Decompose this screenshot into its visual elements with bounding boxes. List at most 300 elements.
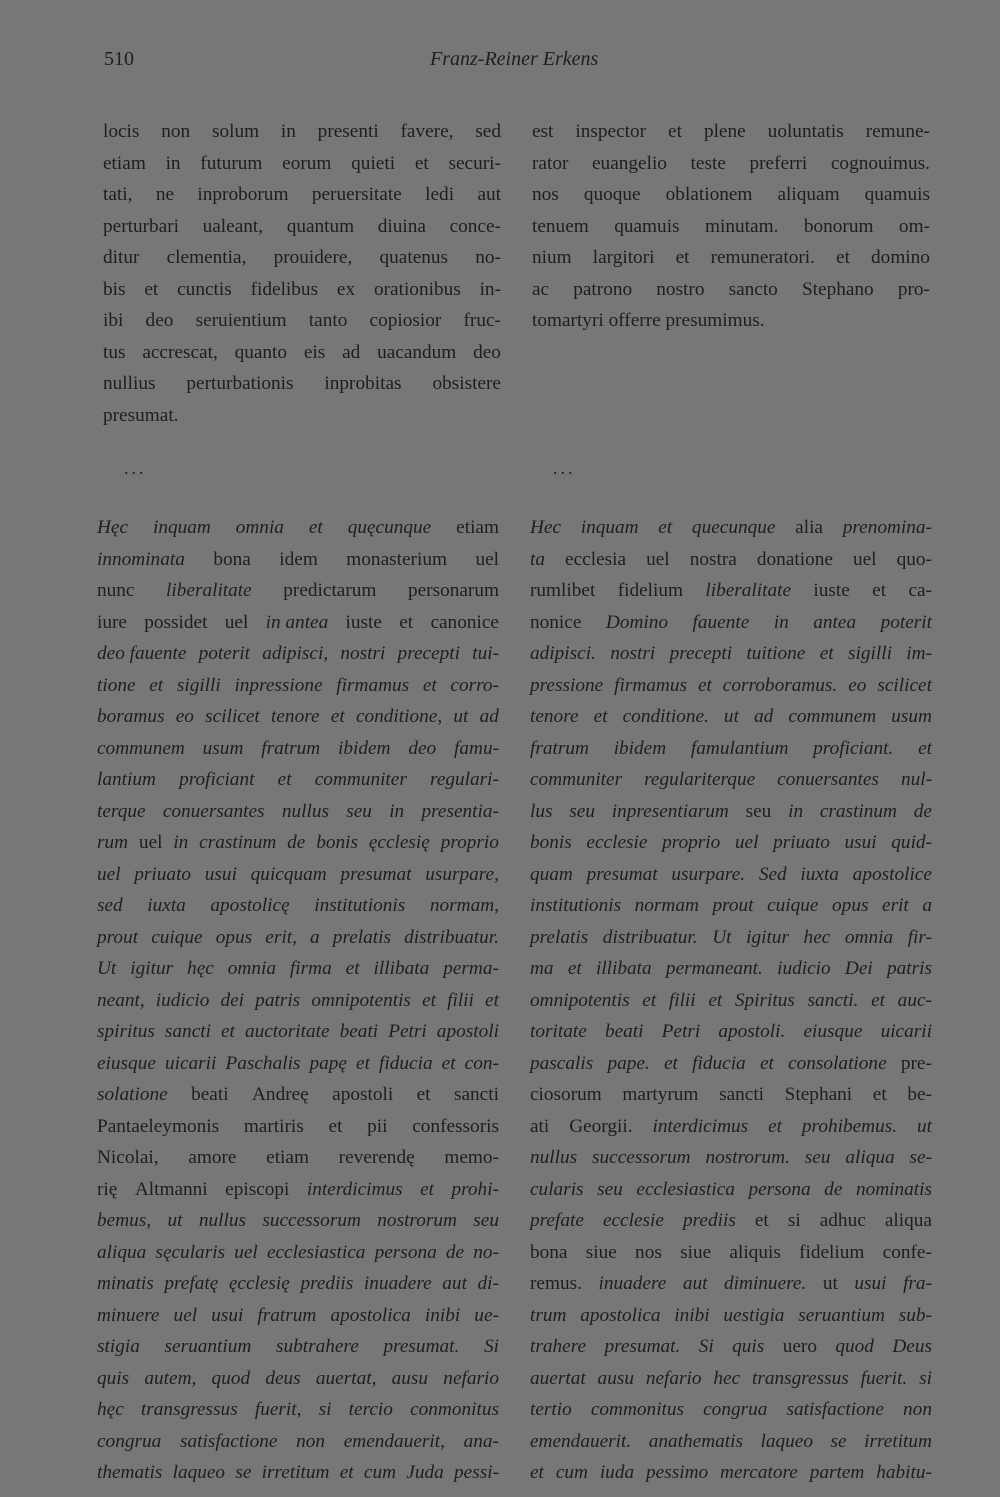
word: et [668, 121, 682, 142]
word: siue [585, 1241, 617, 1263]
word: Altmanni [134, 1178, 208, 1200]
word: si [787, 1210, 801, 1231]
word: Ut [712, 926, 732, 948]
word: fiducia [379, 1052, 433, 1074]
word: cunctis [177, 278, 232, 300]
word: et [399, 611, 414, 633]
word: et [872, 1084, 887, 1105]
word: iuxta [800, 863, 839, 885]
word: terque [97, 800, 146, 822]
word: satisfactione [786, 1399, 884, 1420]
word: Domino [605, 611, 669, 633]
word: nos [635, 1241, 662, 1263]
word: auertat [530, 1367, 586, 1389]
word: illibata [595, 958, 652, 979]
word: de [287, 832, 306, 853]
word: nostrorum. [705, 1147, 790, 1168]
text-line [530, 1331, 932, 1363]
word: sed [97, 895, 123, 916]
word: transgressus [140, 1399, 238, 1420]
word: igitur [130, 958, 174, 979]
word: ana- [463, 1430, 499, 1452]
text-line [530, 1111, 932, 1143]
word: antea [813, 611, 857, 633]
word: iuste [345, 611, 382, 633]
word: de [824, 1178, 843, 1200]
word: uestigia [723, 1304, 785, 1326]
word: nostri [610, 643, 656, 664]
word: alia [795, 517, 823, 538]
word: nullius [103, 373, 156, 394]
word: episcopi [225, 1178, 290, 1200]
word: fuerit, [254, 1399, 302, 1420]
text-line [97, 575, 499, 607]
word: ęcclesię [228, 1273, 290, 1294]
word: et [414, 152, 429, 174]
word: martyrum [622, 1084, 699, 1105]
word: beati [339, 1021, 379, 1042]
word: inquam [152, 517, 211, 538]
text-line [530, 1363, 932, 1395]
word: seu [804, 1147, 831, 1168]
word: Hęc [97, 517, 129, 538]
word: non [296, 1430, 326, 1452]
word: distribuatur. [602, 926, 698, 948]
word: solatione [97, 1084, 168, 1105]
word: prout [712, 895, 754, 916]
word: et [485, 989, 499, 1011]
text-line [532, 148, 930, 180]
word: quamuis [864, 184, 930, 205]
text-line [97, 1237, 499, 1269]
text-line [103, 116, 501, 148]
text-line [530, 953, 932, 985]
word: prout [97, 926, 139, 948]
word: adipisci. [530, 643, 596, 664]
text-line [97, 1016, 499, 1048]
word: prohi- [451, 1178, 499, 1200]
word: et [567, 958, 582, 979]
word: omnipotentis [530, 989, 630, 1011]
word: prediis [300, 1273, 354, 1294]
word: igitur [746, 926, 789, 948]
word: emendauerit, [343, 1430, 445, 1452]
word: pressione [530, 674, 604, 696]
word: dei [220, 989, 245, 1011]
word: eorum [282, 152, 332, 174]
text-line [530, 1205, 932, 1237]
word: cuique [767, 895, 819, 916]
word: con- [464, 1052, 499, 1074]
word: amore [188, 1147, 237, 1168]
word: seruientium [195, 310, 287, 331]
word: deo [473, 341, 501, 363]
word: thematis [97, 1462, 163, 1483]
word: conuersantes [162, 800, 265, 822]
word: prefate [530, 1210, 584, 1231]
word: fra- [903, 1273, 932, 1294]
text-line [532, 274, 930, 306]
word: normam [634, 895, 699, 916]
word: et [144, 278, 159, 300]
word: quo- [896, 548, 932, 570]
word: inuadere [363, 1273, 432, 1294]
word: prouidere, [273, 247, 353, 268]
word: a [310, 926, 320, 948]
text-line [530, 985, 932, 1017]
word: ut [723, 706, 739, 727]
word: uel [646, 548, 670, 570]
word: quicquam [250, 863, 327, 885]
word: presentia- [421, 800, 499, 822]
word: sancti [164, 1021, 211, 1042]
text-line [530, 1394, 932, 1426]
word: successorum [592, 1147, 691, 1168]
text-line [530, 701, 932, 733]
text-line [530, 1142, 932, 1174]
word: fratrum [261, 737, 321, 759]
word: preferri [749, 152, 808, 174]
word: pessi- [454, 1462, 499, 1483]
text-line [103, 179, 501, 211]
word: nunc [97, 580, 135, 601]
text-line [103, 211, 501, 243]
word: possidet [144, 611, 208, 633]
word: patrono [573, 278, 633, 300]
word: sancti [453, 1084, 499, 1105]
text-line [97, 1300, 499, 1332]
word: apostolica [330, 1304, 411, 1326]
word: apostoli. [718, 1021, 786, 1042]
word: aliqua [845, 1147, 895, 1168]
right-column-top-paragraph [532, 116, 930, 337]
word: a [922, 895, 932, 916]
word: presumat [340, 863, 412, 885]
word: deo fauente [97, 643, 187, 664]
word: martiris [243, 1115, 304, 1137]
text-line [530, 1079, 932, 1111]
word: illibata [373, 958, 430, 979]
word: fiducia [692, 1052, 746, 1074]
word: nonice [530, 611, 582, 633]
word: sed [475, 121, 501, 142]
text-line [97, 1394, 499, 1426]
word: sancto [728, 278, 778, 300]
word: eiusque [803, 1021, 863, 1042]
text-line [530, 544, 932, 576]
text-line [103, 368, 501, 400]
word: aliquam [777, 184, 840, 205]
text-line [530, 764, 932, 796]
word: Ut [97, 958, 117, 979]
word: beati [604, 1021, 644, 1042]
word: interdicimus [306, 1178, 403, 1200]
word: nostri [340, 643, 386, 664]
word: ut [822, 1273, 838, 1294]
word: nominatis [855, 1178, 932, 1200]
word: domino [871, 247, 930, 268]
word: cum [363, 1462, 397, 1483]
word: nullus [281, 800, 329, 822]
word: conuersantes [777, 769, 879, 790]
word: famu- [454, 737, 499, 759]
word: futurum [200, 152, 263, 174]
word: nostro [656, 278, 705, 300]
word: patris [255, 989, 301, 1011]
text-line [530, 670, 932, 702]
word: di- [477, 1273, 499, 1294]
word: et [422, 989, 436, 1011]
word: consolatione [788, 1052, 887, 1074]
word: locis [103, 121, 140, 142]
word: et [277, 769, 292, 790]
text-line [103, 305, 501, 337]
word: seu [597, 1178, 623, 1200]
word: et [339, 1462, 354, 1483]
word: accrescat, [142, 341, 218, 363]
word: et [530, 1462, 544, 1483]
word: de [445, 1241, 465, 1263]
word: corroboramus. [722, 674, 838, 696]
word: no- [475, 247, 501, 268]
word: ad [479, 706, 499, 727]
word: monasterium [346, 548, 447, 570]
text-line [530, 1174, 932, 1206]
word: distribuatur. [404, 926, 499, 948]
word: Dei [844, 958, 873, 979]
word: ecclesiastica [636, 1178, 735, 1200]
word: Andreę [252, 1084, 309, 1105]
word: obsistere [432, 373, 501, 394]
word: permaneant. [665, 958, 763, 979]
word: ati [530, 1115, 550, 1137]
word: proficiant [179, 769, 255, 790]
word: seu [745, 800, 772, 822]
word: regulari- [430, 769, 499, 790]
word: presumat. [383, 1336, 460, 1357]
word: emendauerit. [530, 1430, 632, 1452]
word: hęc [187, 958, 214, 979]
word: ausu [597, 1367, 634, 1389]
word: et [330, 706, 345, 727]
text-line [530, 796, 932, 828]
text-line [530, 1048, 932, 1080]
word: largitori [592, 247, 655, 268]
word: rumlibet [530, 580, 596, 601]
word: et [416, 1084, 431, 1105]
text-line [97, 1079, 499, 1111]
word: donatione [756, 548, 833, 570]
text-line [97, 512, 499, 544]
word: rator [532, 152, 569, 174]
word: remuneratori. [710, 247, 815, 268]
word: iuste [813, 580, 850, 601]
word: opus [832, 895, 869, 916]
word: ualeant, [202, 215, 264, 237]
word: et [221, 1021, 235, 1042]
word: quieti [351, 152, 396, 174]
text-line [530, 575, 932, 607]
word: quoque [583, 184, 641, 205]
word: presumat. [103, 404, 179, 426]
word: fratrum [257, 1304, 317, 1326]
word: personarum [407, 580, 499, 601]
word: fauente [692, 611, 750, 633]
word: tati, [103, 184, 133, 205]
word: si [318, 1399, 332, 1420]
text-line [103, 400, 501, 432]
left-ellipsis: ... [124, 458, 147, 478]
word: canonice [430, 611, 499, 633]
text-line [97, 1331, 499, 1363]
word: crastinum [199, 832, 277, 853]
word: se [235, 1462, 252, 1483]
text-line [97, 1363, 499, 1395]
word: ausu [391, 1367, 429, 1389]
text-line [97, 827, 499, 859]
word: bemus, [97, 1210, 152, 1231]
word: ibidem [338, 737, 391, 759]
word: liberalitate [705, 580, 792, 601]
word: quamuis [614, 215, 680, 237]
word: conditione, [355, 706, 443, 727]
word: tus [103, 341, 126, 363]
word: prohibemus. [801, 1115, 898, 1137]
word: lantium [97, 769, 156, 790]
text-line [530, 1268, 932, 1300]
word: non [161, 121, 191, 142]
text-line [530, 1016, 932, 1048]
word: uoluntatis [767, 121, 844, 142]
running-head-author: Franz-Reiner Erkens [430, 48, 599, 70]
word: et [754, 1210, 769, 1231]
word: cularis [530, 1178, 584, 1200]
word: trahere [530, 1336, 587, 1357]
word: et [663, 1052, 678, 1074]
word: confessoris [412, 1115, 499, 1137]
word: apostoli [332, 1084, 394, 1105]
text-line [97, 1205, 499, 1237]
word: irretitum [864, 1430, 932, 1452]
word: pape. [607, 1052, 650, 1074]
word: uel [224, 611, 249, 633]
word: prediis [682, 1210, 736, 1231]
word: sub- [898, 1304, 932, 1326]
word: de [913, 800, 932, 822]
word: stigia [97, 1336, 140, 1357]
word: et [658, 517, 673, 538]
word: poterit [198, 643, 251, 664]
text-line [97, 859, 499, 891]
word: liberalitate [166, 580, 252, 601]
word: diminuere. [724, 1273, 807, 1294]
text-line [97, 1457, 499, 1489]
text-line [97, 922, 499, 954]
word: orationibus [373, 278, 461, 300]
word: ac [532, 278, 550, 300]
text-line [532, 242, 930, 274]
word: bona [213, 548, 251, 570]
word: tuitione [746, 643, 806, 664]
word: ut [167, 1210, 183, 1231]
word: bonis [316, 832, 358, 853]
word: quanto [234, 341, 288, 363]
word: ue- [474, 1304, 499, 1326]
word: institutionis [530, 895, 622, 916]
word: ibidem [613, 737, 667, 759]
word: favere, [400, 121, 454, 142]
word: quęcunque [347, 517, 432, 538]
word: remune- [865, 121, 930, 142]
word: ut [453, 706, 469, 727]
text-line [97, 1268, 499, 1300]
word: usui [204, 863, 237, 885]
word: fruc- [463, 310, 501, 331]
word: ecclesie [602, 1210, 664, 1231]
word: commonitus [590, 1399, 685, 1420]
word: auertat, [315, 1367, 377, 1389]
word: bonis [530, 832, 572, 853]
word: et [708, 989, 723, 1011]
word: inpresentiarum [611, 800, 729, 822]
text-line [97, 733, 499, 765]
word: presenti [317, 121, 379, 142]
word: Hec [530, 517, 562, 538]
word: uel [234, 1241, 258, 1263]
word: tomartyri [532, 310, 604, 331]
word: communem [97, 737, 185, 759]
word: papę [309, 1052, 347, 1074]
word: iudicio [777, 958, 831, 979]
word: iure [97, 611, 127, 633]
word: oblationem [665, 184, 753, 205]
text-line [97, 985, 499, 1017]
word: Nicolai, [97, 1147, 159, 1168]
word: et [759, 1052, 774, 1074]
text-line [530, 827, 932, 859]
word: Si [698, 1336, 714, 1357]
word: laqueo [172, 1462, 226, 1483]
word: tertio [530, 1399, 572, 1420]
word: nos [532, 184, 559, 205]
word: conmonitus [410, 1399, 499, 1420]
word: ditur [103, 247, 140, 268]
word: congrua [97, 1430, 162, 1452]
text-line [103, 242, 501, 274]
word: filii [447, 989, 474, 1011]
word: Petri [661, 1021, 701, 1042]
word: et [872, 580, 887, 601]
word: in [165, 152, 181, 174]
text-line [530, 512, 932, 544]
word: uel [138, 832, 163, 853]
word: ecclesie [586, 832, 648, 853]
word: crastinum [819, 800, 897, 822]
word: pii [367, 1115, 388, 1137]
word: usurpare, [425, 863, 499, 885]
word: im- [906, 643, 932, 664]
word: in [773, 611, 789, 633]
word: teste [690, 152, 726, 174]
word: conditione. [622, 706, 709, 727]
word: offerre [608, 310, 661, 331]
word: apostolice [852, 863, 932, 885]
word: partem [809, 1462, 865, 1483]
word: Stephano [801, 278, 874, 300]
word: aliquis [729, 1241, 781, 1263]
word: aut [682, 1273, 708, 1294]
word: iudicio [155, 989, 210, 1011]
